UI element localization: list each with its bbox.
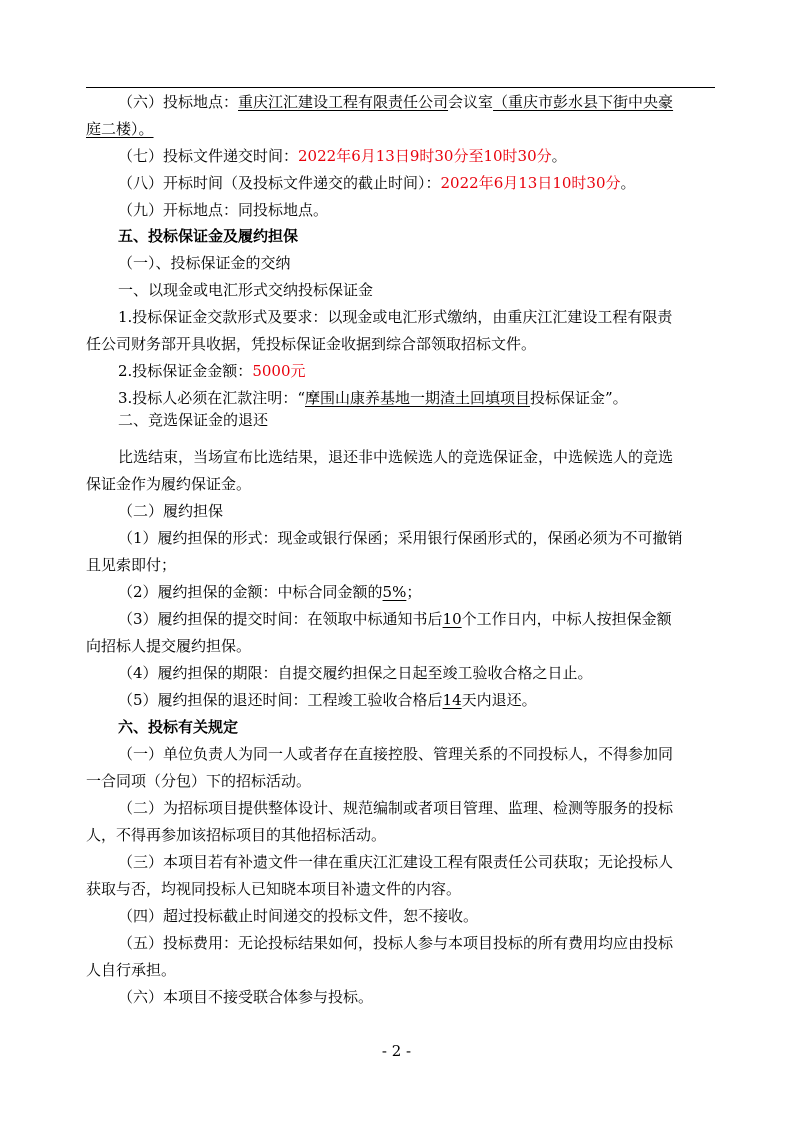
guarantee-period-line: （4）履约担保的期限：自提交履约担保之日起至竣工验收合格之日止。 xyxy=(118,664,593,682)
submission-time-label: （七）投标文件递交时间： xyxy=(118,147,299,165)
punct: 。 xyxy=(551,147,567,165)
deposit-method-heading: 一、以现金或电汇形式交纳投标保证金 xyxy=(118,281,374,299)
rule-3-line: （三）本项目若有补遗文件一律在重庆江汇建设工程有限责任公司获取；无论投标人 xyxy=(118,853,674,871)
guarantee-submit-end: 个工作日内，中标人按担保金额 xyxy=(461,610,672,628)
opening-time-line xyxy=(118,172,636,194)
deposit-amount-value: 5000元 xyxy=(252,362,306,380)
guarantee-refund-days: 14 xyxy=(442,691,462,709)
guarantee-submit-line-cont: 向招标人提交履约担保。 xyxy=(86,637,252,655)
bid-location-label: （六）投标地点： xyxy=(118,93,239,111)
deposit-amount-label: 2.投标保证金金额： xyxy=(118,362,253,380)
bid-location-line xyxy=(118,91,673,113)
guarantee-submit-label: （3）履约担保的提交时间：在领取中标通知书后 xyxy=(118,610,443,628)
rule-4-line: （四）超过投标截止时间递交的投标文件，恕不接收。 xyxy=(118,907,479,925)
rule-1-line: （一）单位负责人为同一人或者存在直接控股、管理关系的不同投标人，不得参加同 xyxy=(118,745,674,763)
deposit-requirement-line: 1.投标保证金交款形式及要求：以现金或电汇形式缴纳，由重庆江汇建设工程有限责 xyxy=(118,308,673,326)
bid-location-line-cont xyxy=(86,118,154,140)
guarantee-amount-percent: 5% xyxy=(382,583,407,601)
submission-time-line xyxy=(118,145,567,167)
remittance-note-label: 3.投标人必须在汇款注明：“ xyxy=(118,389,305,407)
opening-time-label: （八）开标时间（及投标文件递交的截止时间）： xyxy=(118,174,441,192)
bid-location-company: 重庆江汇建设工程有限责任公司 xyxy=(238,93,449,111)
refund-paragraph-line: 比选结束，当场宣布比选结果，退还非中选候选人的竞选保证金，中选候选人的竞选 xyxy=(118,448,674,466)
rule-3-line-cont: 获取与否，均视同投标人已知晓本项目补遗文件的内容。 xyxy=(86,880,462,898)
remittance-note-line xyxy=(118,387,628,409)
rule-5-line-cont: 人自行承担。 xyxy=(86,961,177,979)
bid-location-address-cont: 庭二楼）。 xyxy=(86,120,154,138)
guarantee-refund-end: 天内退还。 xyxy=(461,691,537,709)
submission-time-value: 2022年6月13日9时30分至10时30分 xyxy=(298,147,552,165)
remittance-project-name: 摩围山康养基地一期渣土回填项目 xyxy=(304,389,530,407)
rule-5-line: （五）投标费用：无论投标结果如何，投标人参与本项目投标的所有费用均应由投标 xyxy=(118,934,674,952)
opening-time-value: 2022年6月13日10时30分 xyxy=(440,174,621,192)
page-number: - 2 - xyxy=(381,1042,412,1060)
refund-paragraph-line-cont: 保证金作为履约保证金。 xyxy=(86,475,252,493)
guarantee-form-line: （1）履约担保的形式：现金或银行保函；采用银行保函形式的，保函必须为不可撤销 xyxy=(118,529,683,547)
guarantee-refund-line xyxy=(118,689,537,711)
deposit-requirement-line-cont: 任公司财务部开具收据，凭投标保证金收据到综合部领取招标文件。 xyxy=(86,335,537,353)
section-heading-5: 五、投标保证金及履约担保 xyxy=(118,227,299,245)
rule-1-line-cont: 一合同项（分包）下的招标活动。 xyxy=(86,772,312,790)
deposit-amount-line xyxy=(118,360,306,382)
guarantee-form-line-cont: 且见索即付； xyxy=(86,556,177,574)
rule-2-line-cont: 人，不得再参加该招标项目的其他招标活动。 xyxy=(86,826,387,844)
bid-location-address: （重庆市彭水县下街中央豪 xyxy=(493,93,674,111)
section-heading-6: 六、投标有关规定 xyxy=(118,718,239,736)
guarantee-submit-line xyxy=(118,608,672,630)
subheading-performance-guarantee: （二）履约担保 xyxy=(118,502,224,520)
punct: ； xyxy=(406,583,422,601)
rule-6-line: （六）本项目不接受联合体参与投标。 xyxy=(118,988,374,1006)
guarantee-submit-days: 10 xyxy=(442,610,462,628)
deposit-refund-heading: 二、竞选保证金的退还 xyxy=(118,411,269,429)
remittance-note-end: 投标保证金”。 xyxy=(530,389,628,407)
bid-location-room: 会议室 xyxy=(448,93,494,111)
subheading-deposit: （一）、投标保证金的交纳 xyxy=(118,254,291,272)
opening-location-line: （九）开标地点：同投标地点。 xyxy=(118,201,329,219)
punct: 。 xyxy=(620,174,636,192)
guarantee-amount-line xyxy=(118,581,421,603)
guarantee-refund-label: （5）履约担保的退还时间：工程竣工验收合格后 xyxy=(118,691,443,709)
rule-2-line: （二）为招标项目提供整体设计、规范编制或者项目管理、监理、检测等服务的投标 xyxy=(118,799,674,817)
header-rule xyxy=(86,87,715,88)
guarantee-amount-label: （2）履约担保的金额：中标合同金额的 xyxy=(118,583,383,601)
